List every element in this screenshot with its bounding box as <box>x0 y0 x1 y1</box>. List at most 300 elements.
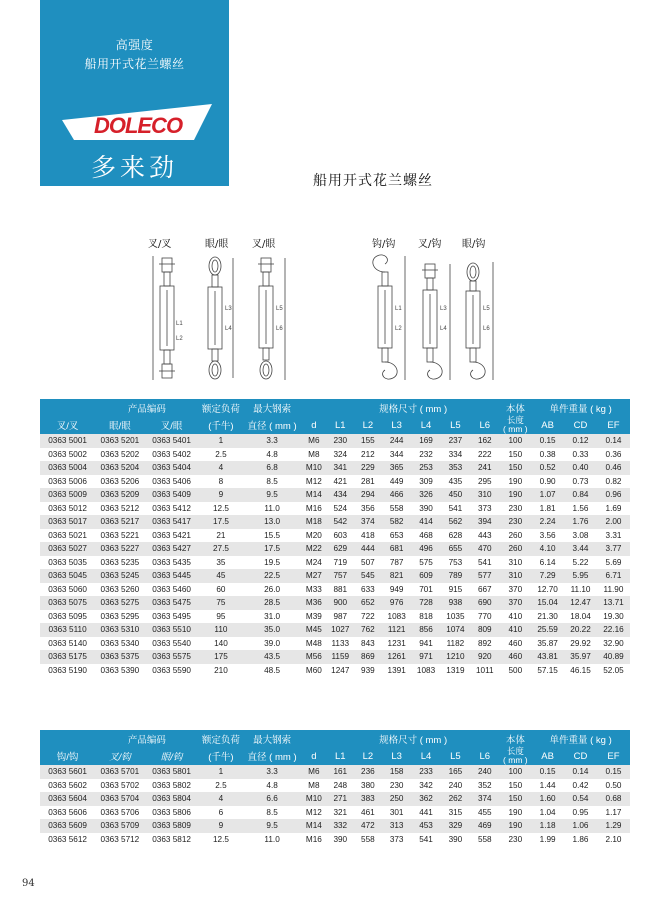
table-cell: 652 <box>354 596 382 610</box>
table-cell: 281 <box>354 475 382 489</box>
table-cell: 35.87 <box>531 637 564 651</box>
header-ab: AB <box>531 416 564 434</box>
svg-text:L4: L4 <box>440 326 447 332</box>
table-cell: 0363 5095 <box>40 610 95 624</box>
table-cell: 541 <box>411 833 440 847</box>
table-cell: 0363 5060 <box>40 583 95 597</box>
table-cell: 352 <box>470 779 499 793</box>
table-cell: 5.22 <box>564 556 597 570</box>
header-l5: L5 <box>441 747 470 765</box>
table-row <box>40 650 630 664</box>
table-cell: 13.0 <box>243 515 301 529</box>
table-cell: 6 <box>199 806 244 820</box>
table-cell: 818 <box>411 610 440 624</box>
header-body-length-unit: ( mm ) <box>503 755 528 765</box>
table-cell: 390 <box>411 502 440 516</box>
table-cell: 0363 5806 <box>145 806 199 820</box>
table-cell: 757 <box>327 569 354 583</box>
table-cell: 949 <box>382 583 411 597</box>
table-header-top <box>40 730 630 747</box>
table-cell: 444 <box>354 542 382 556</box>
table-cell: 21.30 <box>531 610 564 624</box>
table-cell: 27.5 <box>199 542 244 556</box>
svg-text:L2: L2 <box>395 326 402 332</box>
table-cell: 95 <box>199 610 244 624</box>
header-max-rope: 最大钢索 <box>243 730 301 747</box>
header-unit-weight: 单件重量 ( kg ) <box>531 399 630 416</box>
table-cell: 356 <box>354 502 382 516</box>
table-cell: 342 <box>411 779 440 793</box>
table-cell: 309 <box>411 475 440 489</box>
table-cell: 353 <box>441 461 470 475</box>
table-cell: 1.60 <box>531 792 564 806</box>
table-cell: 1247 <box>327 664 354 678</box>
table-row <box>40 542 630 556</box>
table-header-bottom <box>40 747 630 765</box>
table-cell: 374 <box>470 792 499 806</box>
spec-table-1 <box>40 399 630 677</box>
table-cell: 165 <box>441 765 470 779</box>
table-cell: M60 <box>301 664 327 678</box>
table-cell: 558 <box>470 833 499 847</box>
table-cell: 1.86 <box>564 833 597 847</box>
svg-text:L1: L1 <box>176 321 183 327</box>
table-cell: 0363 5009 <box>40 488 95 502</box>
table-cell: M20 <box>301 529 327 543</box>
table-cell: 941 <box>411 637 440 651</box>
table-cell: 0363 5460 <box>145 583 199 597</box>
table-cell: 441 <box>411 806 440 820</box>
table-cell: 0.68 <box>597 792 630 806</box>
table-cell: 310 <box>499 569 531 583</box>
table-cell: 1.18 <box>531 819 564 833</box>
table-cell: 161 <box>327 765 354 779</box>
table-cell: 370 <box>499 583 531 597</box>
table-cell: 1 <box>199 765 244 779</box>
table-cell: 100 <box>499 765 531 779</box>
table-cell: 461 <box>354 806 382 820</box>
table-cell: 0363 5510 <box>145 623 199 637</box>
table-cell: 233 <box>411 765 440 779</box>
table-row <box>40 623 630 637</box>
table-cell: 32.90 <box>597 637 630 651</box>
table-cell: 0.33 <box>564 448 597 462</box>
table-cell: 0363 5021 <box>40 529 95 543</box>
header-eye-eye: 眼/眼 <box>95 416 144 434</box>
turnbuckle-drawing-right <box>355 250 500 390</box>
table-cell: 110 <box>199 623 244 637</box>
brand-block <box>40 0 229 186</box>
header-l5: L5 <box>441 416 470 434</box>
table-cell: 0363 5802 <box>145 779 199 793</box>
table-cell: 0.95 <box>564 806 597 820</box>
table-cell: 971 <box>411 650 440 664</box>
table-cell: 0363 5012 <box>40 502 95 516</box>
table-cell: M24 <box>301 556 327 570</box>
table-cell: 57.15 <box>531 664 564 678</box>
table-cell: 1.81 <box>531 502 564 516</box>
table-cell: 500 <box>499 664 531 678</box>
svg-text:L5: L5 <box>276 306 283 312</box>
table-cell: 0363 5075 <box>40 596 95 610</box>
table-cell: 920 <box>470 650 499 664</box>
table-row <box>40 529 630 543</box>
table-cell: 8 <box>199 475 244 489</box>
table-cell: 1.29 <box>597 819 630 833</box>
table-cell: 240 <box>441 779 470 793</box>
table-cell: 0363 5406 <box>145 475 199 489</box>
header-l4: L4 <box>411 416 440 434</box>
header-cd: CD <box>564 747 597 765</box>
table-cell: 321 <box>327 806 354 820</box>
table-cell: 507 <box>354 556 382 570</box>
table-cell: 212 <box>354 448 382 462</box>
table-cell: 4.8 <box>243 448 301 462</box>
table-cell: 0.90 <box>531 475 564 489</box>
table-cell: 1.04 <box>531 806 564 820</box>
table-cell: 4.10 <box>531 542 564 556</box>
svg-text:L5: L5 <box>483 306 490 312</box>
table-cell: 155 <box>354 434 382 448</box>
table-cell: 190 <box>499 488 531 502</box>
table-cell: 414 <box>411 515 440 529</box>
table-cell: 6.6 <box>243 792 301 806</box>
table-cell: 653 <box>382 529 411 543</box>
header-spec-size: 规格尺寸 ( mm ) <box>327 730 500 747</box>
svg-text:L6: L6 <box>276 326 283 332</box>
table-cell: 365 <box>382 461 411 475</box>
label-eye-eye: 眼/眼 <box>205 239 229 250</box>
table-cell: 35.97 <box>564 650 597 664</box>
table-cell: 17.5 <box>243 542 301 556</box>
header-l1: L1 <box>327 747 354 765</box>
page-title: 船用开式花兰螺丝 <box>313 173 433 189</box>
table-cell: 0363 5227 <box>95 542 144 556</box>
table-row <box>40 461 630 475</box>
table-cell: 43.5 <box>243 650 301 664</box>
table-cell: 6.71 <box>597 569 630 583</box>
table-cell: 1083 <box>411 664 440 678</box>
table-cell: 0363 5712 <box>95 833 144 847</box>
table-cell: 0363 5404 <box>145 461 199 475</box>
table-cell: 0363 5704 <box>95 792 144 806</box>
table-cell: 5.95 <box>564 569 597 583</box>
table-cell: 690 <box>470 596 499 610</box>
table-cell: 1.99 <box>531 833 564 847</box>
table-cell: M14 <box>301 488 327 502</box>
table-cell: 0363 5804 <box>145 792 199 806</box>
table-cell: 753 <box>441 556 470 570</box>
table-cell: 0363 5495 <box>145 610 199 624</box>
table-cell: 856 <box>411 623 440 637</box>
table-cell: 390 <box>441 833 470 847</box>
table-cell: 362 <box>411 792 440 806</box>
table-cell: 719 <box>327 556 354 570</box>
table-cell: 1159 <box>327 650 354 664</box>
table-cell: 334 <box>441 448 470 462</box>
table-cell: 35.0 <box>243 623 301 637</box>
header-rope-unit: 直径 ( mm ) <box>243 747 301 765</box>
header-body-length-label: 长度 <box>506 415 524 425</box>
table-cell: 22.5 <box>243 569 301 583</box>
table-cell: 0.40 <box>564 461 597 475</box>
table-cell: 443 <box>470 529 499 543</box>
table-row <box>40 610 630 624</box>
table-cell: 1182 <box>441 637 470 651</box>
table-cell: 558 <box>354 833 382 847</box>
table-cell: 1261 <box>382 650 411 664</box>
header-l6: L6 <box>470 747 499 765</box>
table-cell: 3.31 <box>597 529 630 543</box>
header-d: d <box>301 747 327 765</box>
table-cell: 315 <box>441 806 470 820</box>
table-cell: M6 <box>301 765 327 779</box>
table-cell: 3.3 <box>243 765 301 779</box>
table-cell: 150 <box>499 448 531 462</box>
table-cell: 253 <box>411 461 440 475</box>
table-cell: 0363 5609 <box>40 819 95 833</box>
table-cell: 8.5 <box>243 475 301 489</box>
table-cell: 0.14 <box>564 765 597 779</box>
table-row <box>40 448 630 462</box>
table-cell: 469 <box>470 819 499 833</box>
spec-table-2-body <box>40 765 630 846</box>
header-product-code: 产品编码 <box>95 399 198 416</box>
table-cell: 0.82 <box>597 475 630 489</box>
table-cell: 1.06 <box>564 819 597 833</box>
table-cell: 43.81 <box>531 650 564 664</box>
header-rated-load: 额定负荷 <box>199 399 244 416</box>
table-cell: 633 <box>354 583 382 597</box>
table-cell: 190 <box>499 806 531 820</box>
table-cell: 410 <box>499 623 531 637</box>
table-cell: 19.30 <box>597 610 630 624</box>
table-row <box>40 637 630 651</box>
table-cell: 681 <box>382 542 411 556</box>
page-number: 94 <box>22 878 35 889</box>
header-l3: L3 <box>382 416 411 434</box>
header-body-length-unit: ( mm ) <box>503 424 528 434</box>
table-cell: 6.14 <box>531 556 564 570</box>
table-cell: 0363 5212 <box>95 502 144 516</box>
table-cell: 0363 5006 <box>40 475 95 489</box>
table-cell: 383 <box>354 792 382 806</box>
table-cell: 603 <box>327 529 354 543</box>
table-cell: 11.0 <box>243 502 301 516</box>
table-cell: M8 <box>301 448 327 462</box>
table-row <box>40 583 630 597</box>
header-body: 本体 <box>499 730 531 747</box>
table-cell: 0363 5427 <box>145 542 199 556</box>
table-row <box>40 765 630 779</box>
table-row <box>40 779 630 793</box>
table-cell: 0363 5575 <box>145 650 199 664</box>
header-hook-hook: 钩/钩 <box>40 747 95 765</box>
table-cell: 577 <box>470 569 499 583</box>
table-cell: 0363 5412 <box>145 502 199 516</box>
header-cd: CD <box>564 416 597 434</box>
table-cell: 435 <box>441 475 470 489</box>
header-body-length <box>499 416 531 434</box>
table-cell: 0363 5035 <box>40 556 95 570</box>
table-cell: 1133 <box>327 637 354 651</box>
table-cell: 2.5 <box>199 779 244 793</box>
table-cell: 9 <box>199 819 244 833</box>
brand-line2: 船用开式花兰螺丝 <box>84 57 185 71</box>
table-cell: 271 <box>327 792 354 806</box>
table-cell: 900 <box>327 596 354 610</box>
table-cell: M16 <box>301 833 327 847</box>
svg-text:L3: L3 <box>440 306 447 312</box>
header-load-unit: (千牛) <box>199 416 244 434</box>
table-cell: 5.69 <box>597 556 630 570</box>
table-cell: 313 <box>382 819 411 833</box>
table-cell: 150 <box>499 792 531 806</box>
table-cell: 7.29 <box>531 569 564 583</box>
table-cell: 0363 5001 <box>40 434 95 448</box>
table-cell: 11.10 <box>564 583 597 597</box>
table-cell: 3.56 <box>531 529 564 543</box>
svg-text:L4: L4 <box>225 326 232 332</box>
table-row <box>40 502 630 516</box>
table-row <box>40 434 630 448</box>
table-cell: M14 <box>301 819 327 833</box>
table-cell: 26.0 <box>243 583 301 597</box>
table-cell: 450 <box>441 488 470 502</box>
table-cell: 0.46 <box>597 461 630 475</box>
table-cell: 0363 5435 <box>145 556 199 570</box>
table-cell: 460 <box>499 637 531 651</box>
table-cell: 31.0 <box>243 610 301 624</box>
header-body-length <box>499 747 531 765</box>
table-cell: 545 <box>354 569 382 583</box>
table-cell: 310 <box>499 556 531 570</box>
table-row <box>40 569 630 583</box>
label-hook-hook: 钩/钩 <box>372 239 396 250</box>
table-cell: 629 <box>327 542 354 556</box>
table-cell: 0.84 <box>564 488 597 502</box>
table-cell: 230 <box>327 434 354 448</box>
table-cell: 0363 5027 <box>40 542 95 556</box>
table-cell: 244 <box>382 434 411 448</box>
table-header-top <box>40 399 630 416</box>
table-cell: M39 <box>301 610 327 624</box>
table-cell: 0363 5004 <box>40 461 95 475</box>
table-cell: M22 <box>301 542 327 556</box>
table-cell: 0363 5401 <box>145 434 199 448</box>
table-cell: 100 <box>499 434 531 448</box>
table-cell: 326 <box>411 488 440 502</box>
table-cell: 310 <box>470 488 499 502</box>
table-cell: 843 <box>354 637 382 651</box>
table-cell: 324 <box>327 448 354 462</box>
table-cell: 0.38 <box>531 448 564 462</box>
table-cell: 1391 <box>382 664 411 678</box>
table-cell: 2.5 <box>199 448 244 462</box>
table-cell: 0363 5260 <box>95 583 144 597</box>
table-cell: 158 <box>382 765 411 779</box>
table-row <box>40 819 630 833</box>
header-fork-fork: 叉/叉 <box>40 416 95 434</box>
table-cell: 787 <box>382 556 411 570</box>
table-cell: 4 <box>199 792 244 806</box>
svg-text:L1: L1 <box>395 306 402 312</box>
table-cell: 12.5 <box>199 833 244 847</box>
header-l1: L1 <box>327 416 354 434</box>
table-cell: M48 <box>301 637 327 651</box>
table-cell: 1.69 <box>597 502 630 516</box>
table-cell: 232 <box>411 448 440 462</box>
table-cell: 0363 5812 <box>145 833 199 847</box>
table-cell: M56 <box>301 650 327 664</box>
table-cell: M8 <box>301 779 327 793</box>
header-rated-load: 额定负荷 <box>199 730 244 747</box>
table-cell: 12.47 <box>564 596 597 610</box>
table-cell: 1.76 <box>564 515 597 529</box>
table-cell: 4.8 <box>243 779 301 793</box>
svg-text:DOLECO: DOLECO <box>93 113 183 138</box>
table-cell: 0.12 <box>564 434 597 448</box>
table-cell: M36 <box>301 596 327 610</box>
table-cell: 3.3 <box>243 434 301 448</box>
svg-text:L3: L3 <box>225 306 232 312</box>
header-fork-hook: 叉/钩 <box>95 747 144 765</box>
table-cell: 466 <box>382 488 411 502</box>
table-cell: 260 <box>499 529 531 543</box>
table-cell: 1083 <box>382 610 411 624</box>
table-cell: 821 <box>382 569 411 583</box>
header-l4: L4 <box>411 747 440 765</box>
table-cell: 0363 5045 <box>40 569 95 583</box>
table-cell: 0363 5590 <box>145 664 199 678</box>
turnbuckle-drawing-left <box>145 250 305 390</box>
table-cell: 667 <box>470 583 499 597</box>
table-cell: 938 <box>441 596 470 610</box>
label-fork-hook: 叉/钩 <box>418 239 442 250</box>
table-cell: 460 <box>499 650 531 664</box>
table-cell: 6.8 <box>243 461 301 475</box>
table-cell: 0.15 <box>597 765 630 779</box>
table-cell: 0363 5809 <box>145 819 199 833</box>
table-cell: 15.04 <box>531 596 564 610</box>
table-cell: 329 <box>441 819 470 833</box>
table-cell: 150 <box>499 779 531 793</box>
table-cell: 390 <box>327 833 354 847</box>
table-cell: 370 <box>499 596 531 610</box>
table-cell: 190 <box>499 475 531 489</box>
table-cell: 0363 5206 <box>95 475 144 489</box>
table-cell: 470 <box>470 542 499 556</box>
table-cell: 722 <box>354 610 382 624</box>
table-cell: 0363 5235 <box>95 556 144 570</box>
table-cell: 542 <box>327 515 354 529</box>
table-cell: 1.56 <box>564 502 597 516</box>
table-cell: 11.90 <box>597 583 630 597</box>
table-cell: 0363 5801 <box>145 765 199 779</box>
table-cell: 46.15 <box>564 664 597 678</box>
header-fork-eye: 叉/眼 <box>145 416 199 434</box>
table-cell: 35 <box>199 556 244 570</box>
header-l2: L2 <box>354 416 382 434</box>
table-cell: 11.0 <box>243 833 301 847</box>
table-cell: 609 <box>411 569 440 583</box>
table-cell: 1.07 <box>531 488 564 502</box>
svg-text:L6: L6 <box>483 326 490 332</box>
table-cell: 0363 5709 <box>95 819 144 833</box>
table-cell: 15.5 <box>243 529 301 543</box>
table-cell: 418 <box>354 529 382 543</box>
label-fork-fork: 叉/叉 <box>148 239 172 250</box>
